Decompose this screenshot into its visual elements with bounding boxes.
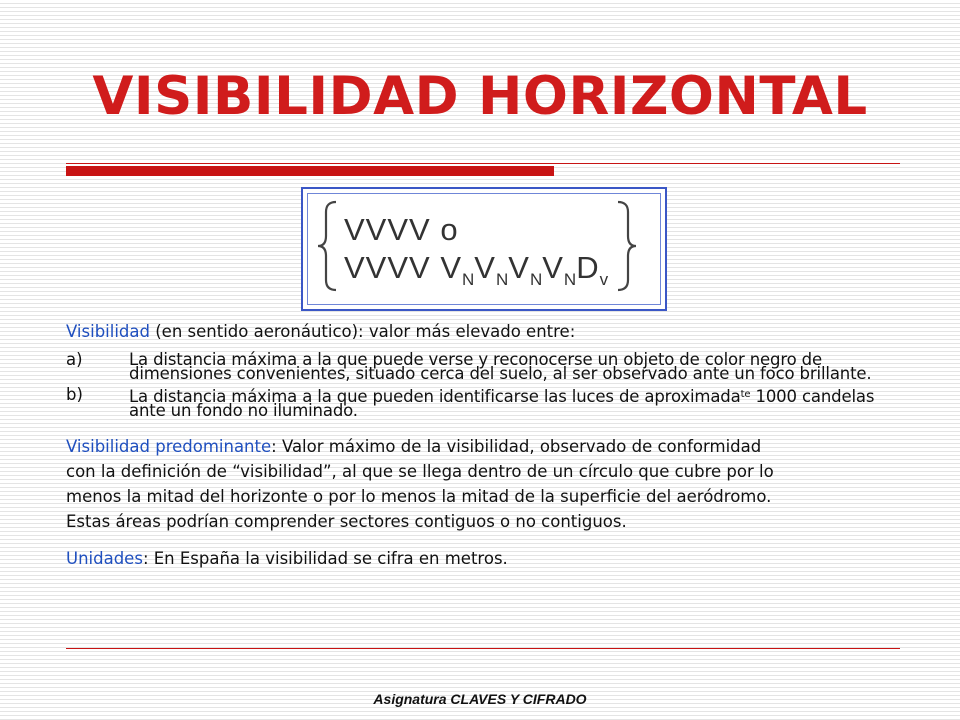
formula-term: $V_N$	[474, 250, 509, 289]
units-paragraph	[66, 549, 906, 569]
list-marker: a)	[66, 350, 83, 369]
formula-line-1: VVVV o	[344, 212, 459, 247]
right-brace-icon	[612, 200, 638, 292]
units-term: Unidades	[66, 549, 143, 568]
formula-term: $D_v$	[576, 250, 609, 289]
predominant-line-2: con la definición de “visibilidad”, al que se llega dentro de un círculo que cubre por lo	[66, 462, 774, 481]
predominant-term: Visibilidad predominante	[66, 437, 272, 456]
formula-term: $V_N$	[508, 250, 543, 289]
list-item-text: La distancia máxima a la que pueden identificarse las luces de aproximada$^{te}$ 1000 candelas ante un fondo no iluminado.	[129, 387, 875, 420]
list-item-text: La distancia máxima a la que puede verse y reconocerse un objeto de color negro de dimensiones convenientes, situado cerca del suelo, al ser observado ante un foco brillante.	[129, 350, 872, 383]
predominant-paragraph	[66, 434, 906, 534]
formula-term: $V_N$	[440, 250, 475, 289]
predominant-line-1: Visibilidad predominante: Valor máximo de la visibilidad, observado de conformidad	[66, 437, 762, 456]
left-brace-icon	[316, 200, 342, 292]
predominant-line-4: Estas áreas podrían comprender sectores contiguos o no contiguos.	[66, 512, 627, 531]
formula-term: $V_N$	[542, 250, 577, 289]
predominant-line-3: menos la mitad del horizonte o por lo menos la mitad de la superficie del aeródromo.	[66, 487, 772, 506]
definition-text: (en sentido aeronáutico): valor más elevado entre:	[149, 322, 576, 341]
slide-title: VISIBILIDAD HORIZONTAL	[92, 66, 868, 127]
footer-text: Asignatura CLAVES Y CIFRADO	[373, 691, 587, 707]
list-item	[66, 350, 906, 381]
title-rule-thick	[66, 166, 554, 176]
list-item	[66, 385, 906, 418]
title-rule-thin	[66, 163, 900, 164]
code-format-panel	[307, 193, 661, 305]
code-format-image	[301, 187, 667, 311]
superscript: te	[740, 389, 751, 400]
slide-body	[66, 322, 906, 569]
footer-rule	[66, 648, 900, 649]
formula-prefix: VVVV	[344, 250, 441, 285]
definition-paragraph	[66, 322, 906, 342]
formula-line-2	[344, 252, 608, 296]
definition-term: Visibilidad	[66, 322, 150, 341]
units-text: : En España la visibilidad se cifra en metros.	[142, 549, 508, 568]
list-marker: b)	[66, 385, 83, 404]
